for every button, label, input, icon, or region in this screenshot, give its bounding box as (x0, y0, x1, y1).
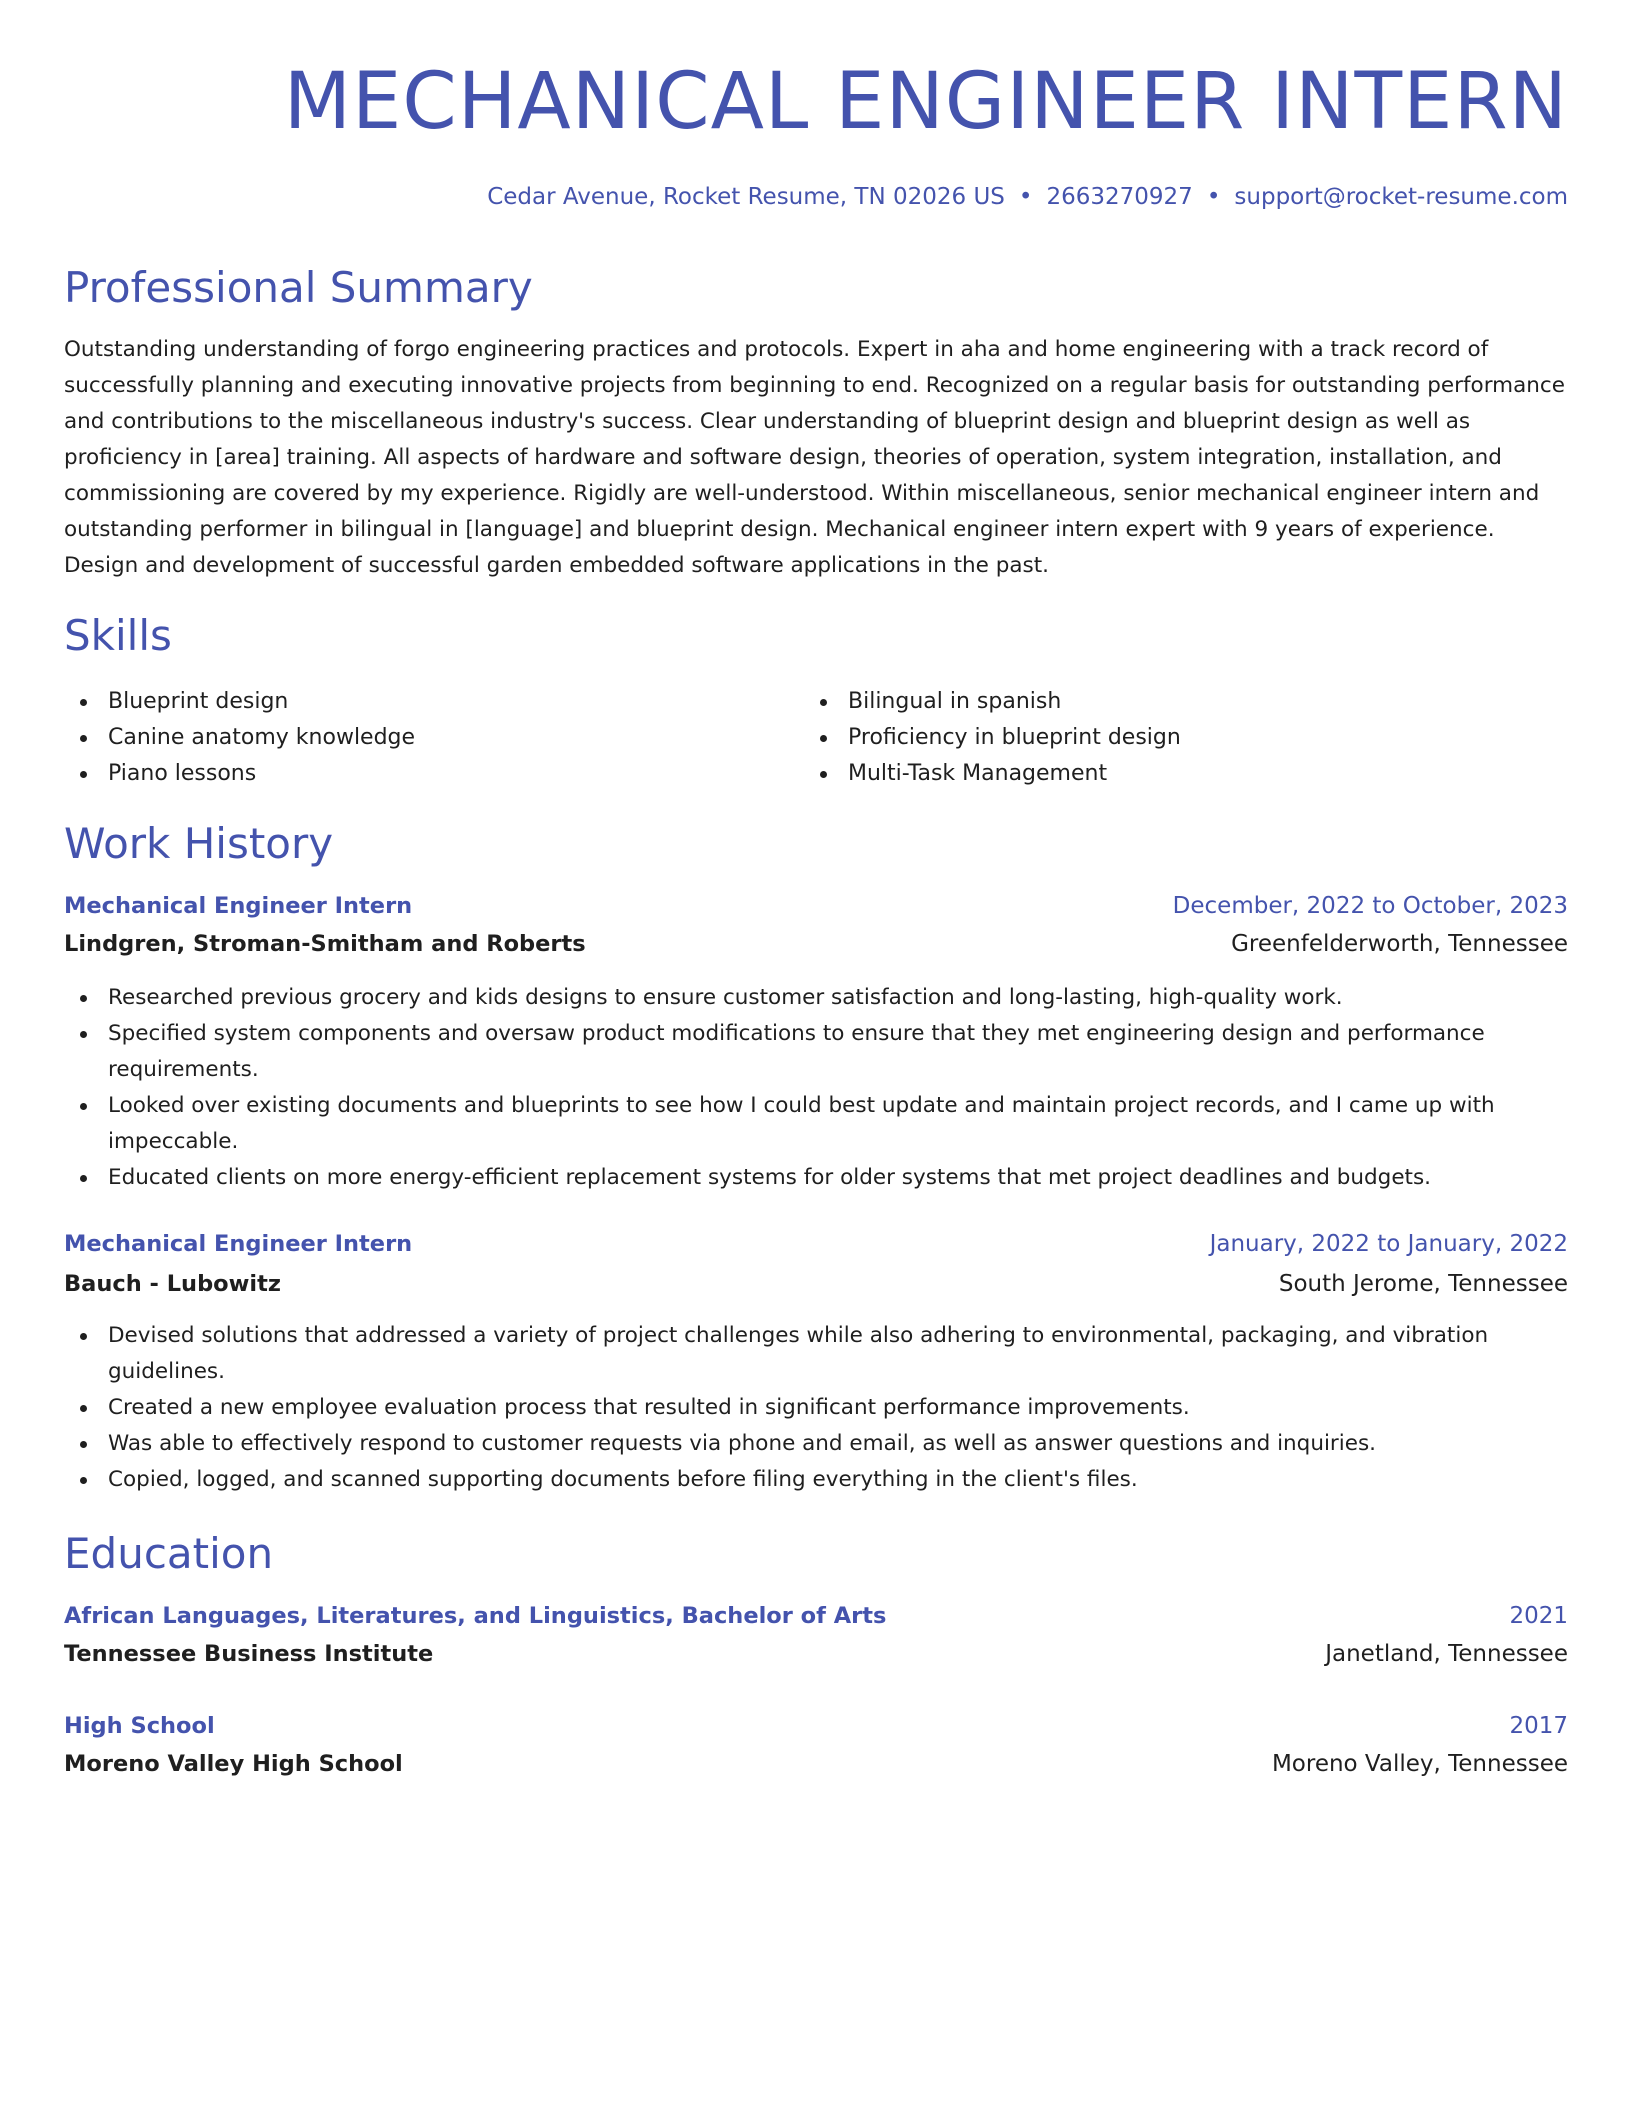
education-heading: Education (64, 1529, 274, 1578)
skill-item: Piano lessons (64, 756, 664, 792)
contact-address: Cedar Avenue, Rocket Resume, TN 02026 US (487, 184, 1005, 210)
job-bullets (64, 1318, 1568, 1498)
job-company-row (64, 926, 1568, 962)
resume-title: MECHANICAL ENGINEER INTERN (283, 57, 1568, 147)
skill-item: Blueprint design (64, 684, 664, 720)
education-degree: African Languages, Literatures, and Linguistics, Bachelor of Arts (64, 1603, 887, 1629)
skills-list-left (64, 684, 664, 792)
job-header (64, 1226, 1568, 1262)
skill-item: Canine anatomy knowledge (64, 720, 664, 756)
job-bullet: Researched previous grocery and kids designs to ensure customer satisfaction and long-lasting, high-quality work. (64, 980, 1568, 1016)
skills-list-right (804, 684, 1404, 792)
job-dates: January, 2022 to January, 2022 (1209, 1231, 1568, 1257)
job-bullets (64, 980, 1568, 1196)
job-bullet: Educated clients on more energy-efficient replacement systems for older systems that met project deadlines and budgets. (64, 1160, 1568, 1196)
job-dates: December, 2022 to October, 2023 (1172, 893, 1568, 919)
skill-item: Bilingual in spanish (804, 684, 1404, 720)
skill-item: Multi-Task Management (804, 756, 1404, 792)
education-location: Moreno Valley, Tennessee (1271, 1751, 1568, 1777)
contact-phone: 2663270927 (1046, 184, 1193, 210)
education-year: 2021 (1509, 1603, 1568, 1629)
contact-separator: • (1018, 184, 1033, 210)
contact-separator: • (1206, 184, 1221, 210)
education-degree: High School (64, 1713, 215, 1739)
skill-item: Proficiency in blueprint design (804, 720, 1404, 756)
job-bullet: Copied, logged, and scanned supporting documents before filing everything in the client's files. (64, 1462, 1568, 1498)
job-title: Mechanical Engineer Intern (64, 1231, 413, 1257)
summary-text: Outstanding understanding of forgo engineering practices and protocols. Expert in aha and home engineering with a track record of successfully planning and executing innovative projects from beginning to end. Recognized on a regular basis for outstanding performance and contributions to the miscellaneous industry's success. Clear understanding of blueprint design and blueprint design as well as proficiency in [area] training. All aspects of hardware and software design, theories of operation, system integration, installation, and commissioning are covered by my experience. Rigidly are well-understood. Within miscellaneous, senior mechanical engineer intern and outstanding performer in bilingual in [language] and blueprint design. Mechanical engineer intern expert with 9 years of experience. Design and development of successful garden embedded software applications in the past. (64, 337, 1565, 578)
job-company: Lindgren, Stroman-Smitham and Roberts (64, 931, 586, 957)
work-heading: Work History (64, 819, 334, 868)
job-bullet: Devised solutions that addressed a variety of project challenges while also adhering to environmental, packaging, and vibration guidelines. (64, 1318, 1568, 1390)
contact-email: support@rocket-resume.com (1234, 184, 1568, 210)
education-year: 2017 (1509, 1713, 1568, 1739)
job-bullet: Created a new employee evaluation process that resulted in significant performance improvements. (64, 1390, 1568, 1426)
education-header (64, 1708, 1568, 1744)
job-bullet: Was able to effectively respond to customer requests via phone and email, as well as answer questions and inquiries. (64, 1426, 1568, 1462)
job-bullet: Specified system components and oversaw product modifications to ensure that they met engineering design and performance requirements. (64, 1016, 1568, 1088)
education-school: Moreno Valley High School (64, 1751, 403, 1777)
job-bullet: Looked over existing documents and blueprints to see how I could best update and maintain project records, and I came up with impeccable. (64, 1088, 1568, 1160)
education-school: Tennessee Business Institute (64, 1641, 434, 1667)
job-company: Bauch - Lubowitz (64, 1271, 281, 1297)
summary-heading: Professional Summary (64, 263, 533, 312)
job-header (64, 888, 1568, 924)
education-school-row (64, 1746, 1568, 1782)
education-location: Janetland, Tennessee (1325, 1641, 1568, 1667)
job-company-row (64, 1266, 1568, 1302)
skills-heading: Skills (64, 611, 172, 660)
job-location: Greenfelderworth, Tennessee (1231, 931, 1568, 957)
contact-line (487, 180, 1568, 214)
job-title: Mechanical Engineer Intern (64, 893, 413, 919)
education-school-row (64, 1636, 1568, 1672)
job-location: South Jerome, Tennessee (1278, 1271, 1568, 1297)
education-header (64, 1598, 1568, 1634)
